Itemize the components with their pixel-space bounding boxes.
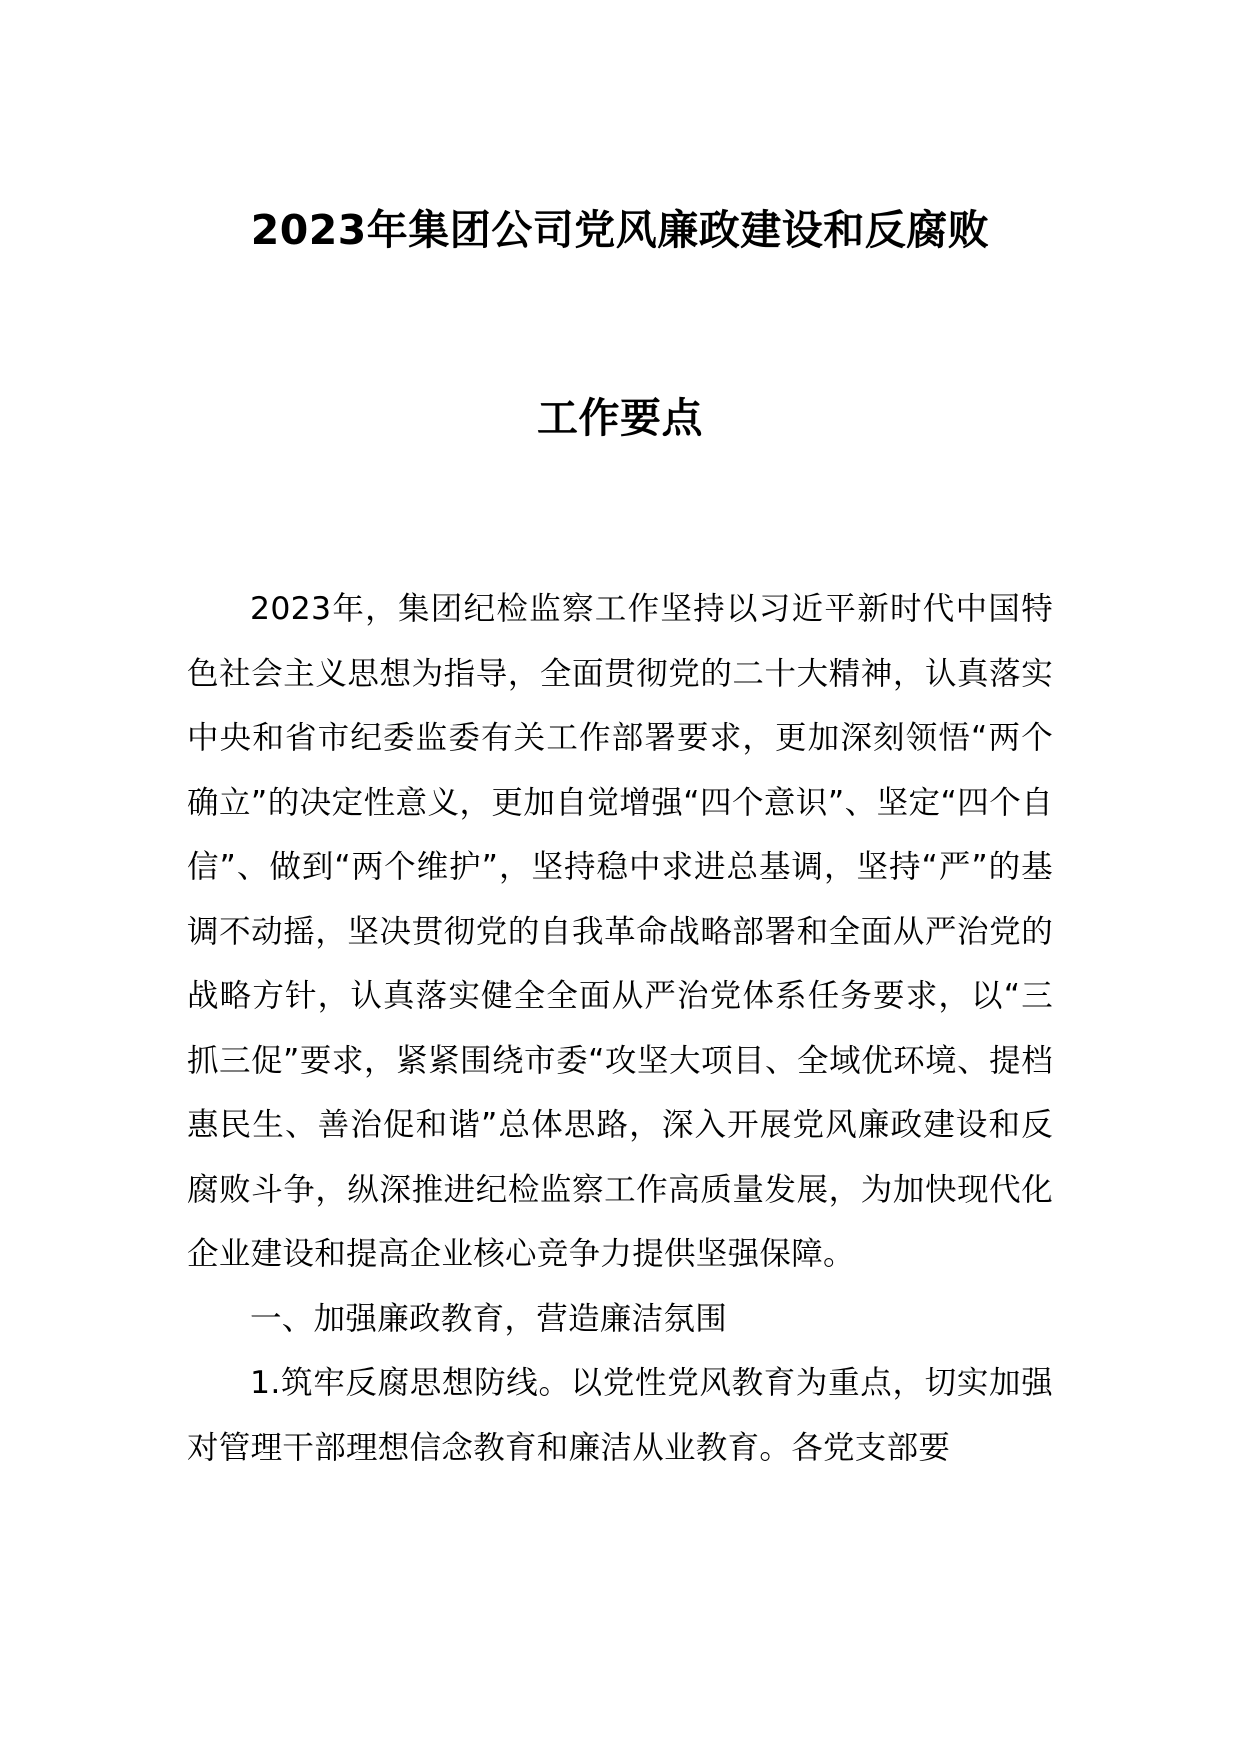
document-body bbox=[187, 577, 1053, 1480]
intro-paragraph: 2023年，集团纪检监察工作坚持以习近平新时代中国特色社会主义思想为指导，全面贯彻党的二十大精神，认真落实中央和省市纪委监委有关工作部署要求，更加深刻领悟“两个确立”的决定性意义，更加自觉增强“四个意识”、坚定“四个自信”、做到“两个维护”，坚持稳中求进总基调，坚持“严”的基调不动摇，坚决贯彻党的自我革命战略部署和全面从严治党的战略方针，认真落实健全全面从严治党体系任务要求，以“三抓三促”要求，紧紧围绕市委“攻坚大项目、全域优环境、提档惠民生、善治促和谐”总体思路，深入开展党风廉政建设和反腐败斗争，纵深推进纪检监察工作高质量发展，为加快现代化企业建设和提高企业核心竞争力提供坚强保障。 bbox=[187, 591, 1053, 1272]
item-paragraph-1: 1.筑牢反腐思想防线。以党性党风教育为重点，切实加强对管理干部理想信念教育和廉洁从业教育。各党支部要 bbox=[187, 1365, 1053, 1466]
section-heading-1: 一、加强廉政教育，营造廉洁氛围 bbox=[250, 1300, 728, 1337]
document-title-line-1: 2023年集团公司党风廉政建设和反腐败 bbox=[250, 206, 990, 254]
document-title-line-2: 工作要点 bbox=[537, 394, 703, 442]
